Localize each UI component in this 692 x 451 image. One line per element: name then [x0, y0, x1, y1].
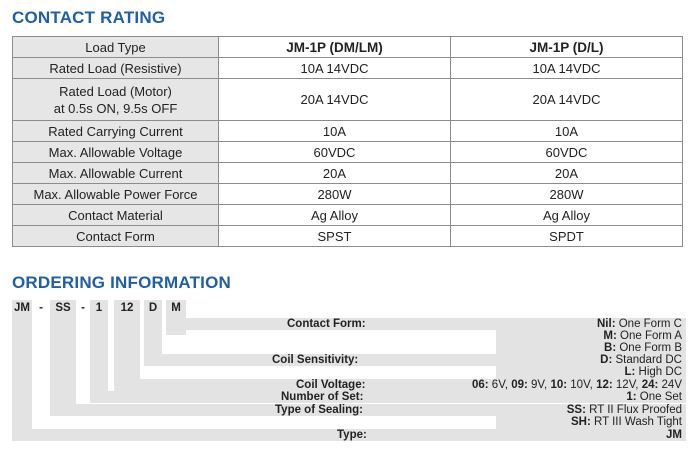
code-number-of-set: 1: [90, 300, 108, 316]
option-code: JM: [666, 429, 682, 441]
table-cell: 60VDC: [451, 142, 683, 163]
table-row: [13, 79, 683, 121]
row-label: Max. Allowable Power Force: [13, 184, 219, 205]
option-text: One Set: [636, 391, 682, 403]
option-text: Standard DC: [612, 354, 682, 366]
table-row: [13, 184, 683, 205]
type-value: [666, 429, 682, 442]
code-coil-voltage: 12: [114, 300, 140, 316]
table-row: [13, 163, 683, 184]
table-cell: 20A 14VDC: [451, 79, 683, 121]
option-text: One Form A: [616, 330, 682, 342]
option-code: 24:: [641, 379, 659, 391]
connector-sealing: [50, 316, 76, 411]
table-header-row: [13, 37, 683, 58]
type-label: Type:: [337, 429, 367, 441]
option-text: RT II Flux Proofed: [585, 404, 682, 416]
table-cell: 10A 14VDC: [451, 58, 683, 79]
coil-sensitivity-option: [600, 354, 682, 367]
option-text: High DC: [635, 366, 682, 378]
column-header-load-type: Load Type: [13, 37, 219, 58]
option-text: One Form B: [616, 342, 682, 354]
table-cell: 20A: [219, 163, 451, 184]
ordering-code: [12, 300, 192, 316]
connector-set: [90, 316, 108, 398]
option-text: 12V,: [612, 379, 642, 391]
row-label-line: at 0.5s ON, 9.5s OFF: [53, 100, 178, 116]
table-row: [13, 226, 683, 247]
code-type: JM: [12, 300, 32, 316]
coil-sensitivity-label: Coil Sensitivity:: [272, 354, 359, 366]
coil-voltage-options: [472, 379, 682, 392]
table-row: [13, 142, 683, 163]
table-cell: SPST: [219, 226, 451, 247]
option-code: L:: [624, 366, 636, 378]
row-label: Max. Allowable Current: [13, 163, 219, 184]
contact-rating-title: CONTACT RATING: [12, 8, 166, 27]
table-cell: 20A: [451, 163, 683, 184]
table-cell: 60VDC: [219, 142, 451, 163]
option-code: B:: [604, 342, 617, 354]
option-code: 06:: [471, 379, 489, 391]
contact-form-label: Contact Form:: [287, 318, 366, 330]
code-sealing: SS: [50, 300, 76, 316]
row-label: Max. Allowable Voltage: [13, 142, 219, 163]
row-label: Contact Form: [13, 226, 219, 247]
connector-voltage: [114, 316, 140, 386]
row-label-line: Rated Load (Motor): [59, 83, 172, 99]
option-code: SS:: [566, 404, 586, 416]
option-code: 1:: [626, 391, 637, 403]
code-coil-sensitivity: D: [144, 300, 162, 316]
option-code: M:: [603, 330, 617, 342]
code-separator: -: [81, 302, 85, 314]
row-label: Contact Material: [13, 205, 219, 226]
table-row: [13, 205, 683, 226]
table-cell: Ag Alloy: [451, 205, 683, 226]
option-text: 10V,: [567, 379, 597, 391]
leader-number-of-set: [90, 391, 686, 403]
table-cell: 280W: [219, 184, 451, 205]
option-code: 10:: [550, 379, 568, 391]
option-code: 09:: [511, 379, 528, 391]
table-cell: 10A: [451, 121, 683, 142]
contact-form-option: [597, 318, 682, 331]
table-cell: 20A 14VDC: [219, 79, 451, 121]
row-label: [13, 79, 219, 121]
type-of-sealing-label: Type of Sealing:: [275, 404, 363, 416]
connector-type: [12, 316, 32, 437]
number-of-set-label: Number of Set:: [281, 391, 364, 403]
code-separator: -: [39, 302, 43, 314]
row-label: Rated Load (Resistive): [13, 58, 219, 79]
table-cell: 10A 14VDC: [219, 58, 451, 79]
option-text: 9V,: [527, 379, 551, 391]
option-code: 12:: [596, 379, 613, 391]
code-contact-form: M: [166, 300, 186, 316]
coil-voltage-label: Coil Voltage:: [296, 379, 366, 391]
table-row: [13, 58, 683, 79]
contact-form-option: [604, 342, 682, 355]
type-of-sealing-option: [571, 416, 682, 429]
column-header-model-1: JM-1P (DM/LM): [219, 37, 451, 58]
contact-rating-table: [12, 36, 683, 247]
ordering-information-title: ORDERING INFORMATION: [12, 273, 232, 292]
type-of-sealing-option: [567, 404, 682, 417]
column-header-model-2: JM-1P (D/L): [451, 37, 683, 58]
number-of-set-option: [626, 391, 682, 404]
table-cell: SPDT: [451, 226, 683, 247]
option-code: D:: [600, 354, 613, 366]
coil-sensitivity-option: [624, 366, 682, 379]
table-cell: 280W: [451, 184, 683, 205]
option-code: SH:: [571, 416, 591, 428]
table-cell: Ag Alloy: [219, 205, 451, 226]
contact-form-option: [603, 330, 682, 343]
option-text: 6V,: [488, 379, 512, 391]
table-row: [13, 121, 683, 142]
option-text: One Form C: [615, 318, 682, 330]
table-cell: 10A: [219, 121, 451, 142]
row-label: Rated Carrying Current: [13, 121, 219, 142]
option-code: Nil:: [597, 318, 616, 330]
option-text: 24V: [658, 379, 682, 391]
option-text: RT III Wash Tight: [590, 416, 682, 428]
